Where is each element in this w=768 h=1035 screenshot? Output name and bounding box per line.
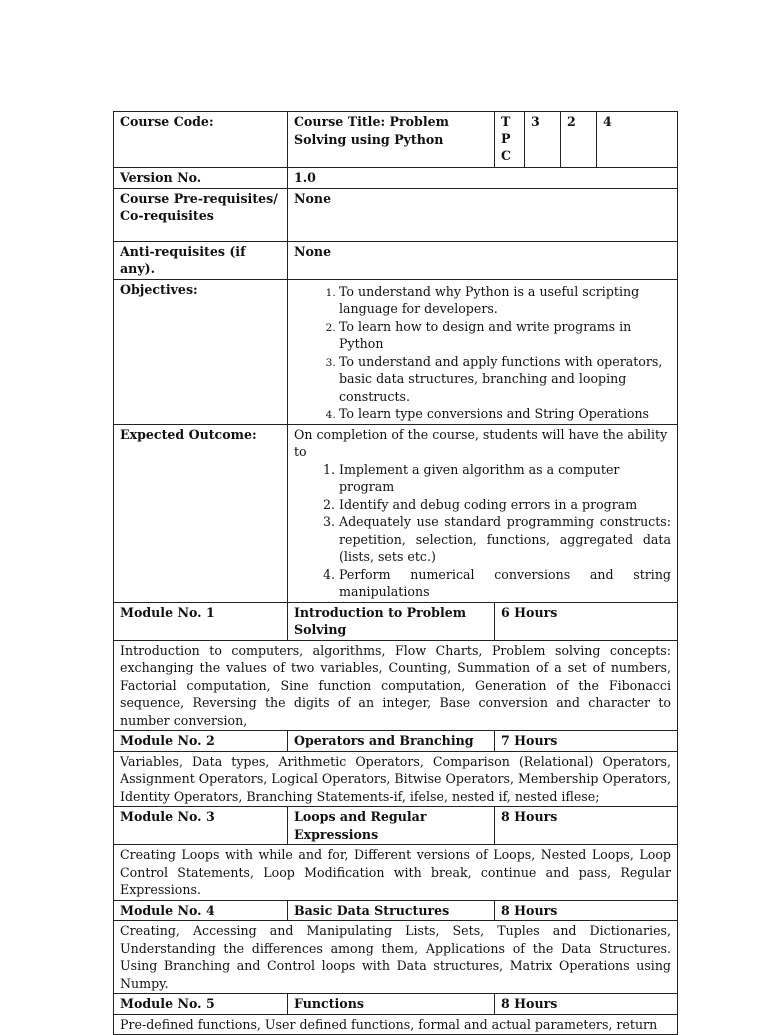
module-desc-row bbox=[114, 1014, 678, 1035]
module-hours: 8 Hours bbox=[495, 994, 678, 1015]
outcome-item: 1. Implement a given algorithm as a computer program bbox=[339, 461, 671, 496]
module-header-row bbox=[114, 602, 678, 640]
outcome-item: 3. Adequately use standard programming constructs: repetition, selection, functions, aggregated data (lists, sets etc.) bbox=[339, 513, 671, 566]
objectives-content bbox=[288, 279, 678, 424]
objective-item: 2. To learn how to design and write programs in Python bbox=[339, 318, 671, 353]
version-value: 1.0 bbox=[288, 168, 678, 189]
objectives-label: Objectives: bbox=[114, 279, 288, 424]
ltp-value-3: 4 bbox=[597, 112, 678, 168]
ltp-letters bbox=[495, 112, 525, 168]
ltp-letter-c: C bbox=[501, 148, 512, 163]
objectives-list bbox=[294, 283, 671, 423]
module-number: Module No. 5 bbox=[114, 994, 288, 1015]
module-number: Module No. 1 bbox=[114, 602, 288, 640]
outcome-item: 2. Identify and debug coding errors in a program bbox=[339, 496, 671, 514]
module-header-row bbox=[114, 994, 678, 1015]
module-description: Creating, Accessing and Manipulating Lists, Sets, Tuples and Dictionaries, Understanding the differences among them, Applications of the Data Structures. Using Branching and Control loops with Data structures, Matrix Operations using Numpy. bbox=[114, 921, 678, 994]
module-description: Introduction to computers, algorithms, Flow Charts, Problem solving concepts: exchanging the values of two variables, Counting, Summation of a set of numbers, Factorial computation, Sine function computation, Generation of the Fibonacci sequence, Reversing the digits of an integer, Base conversion and character to number conversion, bbox=[114, 640, 678, 731]
module-number: Module No. 4 bbox=[114, 900, 288, 921]
version-row bbox=[114, 168, 678, 189]
module-header-row bbox=[114, 731, 678, 752]
module-title: Introduction to Problem Solving bbox=[288, 602, 495, 640]
objective-item: 1. To understand why Python is a useful scripting language for developers. bbox=[339, 283, 671, 318]
module-description: Pre-defined functions, User defined functions, formal and actual parameters, return bbox=[114, 1014, 678, 1035]
module-header-row bbox=[114, 900, 678, 921]
header-row bbox=[114, 112, 678, 168]
module-number: Module No. 2 bbox=[114, 731, 288, 752]
ltp-value-2: 2 bbox=[561, 112, 597, 168]
module-hours: 8 Hours bbox=[495, 807, 678, 845]
outcome-list bbox=[294, 461, 671, 601]
module-number: Module No. 3 bbox=[114, 807, 288, 845]
module-hours: 8 Hours bbox=[495, 900, 678, 921]
ltp-letter-t: T bbox=[501, 114, 511, 129]
module-title: Operators and Branching bbox=[288, 731, 495, 752]
antireq-row bbox=[114, 241, 678, 279]
course-table bbox=[113, 111, 678, 1035]
ltp-letter-p: P bbox=[501, 131, 511, 146]
prereq-value: None bbox=[288, 188, 678, 241]
module-desc-row bbox=[114, 845, 678, 901]
ltp-value-1: 3 bbox=[525, 112, 561, 168]
outcome-item: 4. Perform numerical conversions and string manipulations bbox=[339, 566, 671, 601]
module-description: Creating Loops with while and for, Different versions of Loops, Nested Loops, Loop Control Statements, Loop Modification with break, continue and pass, Regular Expressions. bbox=[114, 845, 678, 901]
objective-item: 4. To learn type conversions and String Operations bbox=[339, 405, 671, 423]
outcome-content bbox=[288, 424, 678, 602]
module-hours: 7 Hours bbox=[495, 731, 678, 752]
module-title: Functions bbox=[288, 994, 495, 1015]
module-title: Loops and Regular Expressions bbox=[288, 807, 495, 845]
course-code-label: Course Code: bbox=[114, 112, 288, 168]
module-hours: 6 Hours bbox=[495, 602, 678, 640]
module-title: Basic Data Structures bbox=[288, 900, 495, 921]
prereq-label: Course Pre-requisites/ Co-requisites bbox=[114, 188, 288, 241]
module-desc-row bbox=[114, 921, 678, 994]
outcome-intro: On completion of the course, students will have the ability to bbox=[294, 426, 668, 459]
course-title: Course Title: Problem Solving using Python bbox=[288, 112, 495, 168]
objectives-row bbox=[114, 279, 678, 424]
prereq-row bbox=[114, 188, 678, 241]
module-desc-row bbox=[114, 640, 678, 731]
antireq-label: Anti-requisites (if any). bbox=[114, 241, 288, 279]
outcome-row bbox=[114, 424, 678, 602]
version-label: Version No. bbox=[114, 168, 288, 189]
module-description: Variables, Data types, Arithmetic Operators, Comparison (Relational) Operators, Assignment Operators, Logical Operators, Bitwise Operators, Membership Operators, Identity Operators, Branching Statements-if, ifelse, nested if, nested iflese; bbox=[114, 751, 678, 807]
objective-item: 3. To understand and apply functions with operators, basic data structures, branching and looping constructs. bbox=[339, 353, 671, 406]
module-desc-row bbox=[114, 751, 678, 807]
antireq-value: None bbox=[288, 241, 678, 279]
module-header-row bbox=[114, 807, 678, 845]
course-syllabus-sheet bbox=[113, 111, 677, 1035]
outcome-label: Expected Outcome: bbox=[114, 424, 288, 602]
